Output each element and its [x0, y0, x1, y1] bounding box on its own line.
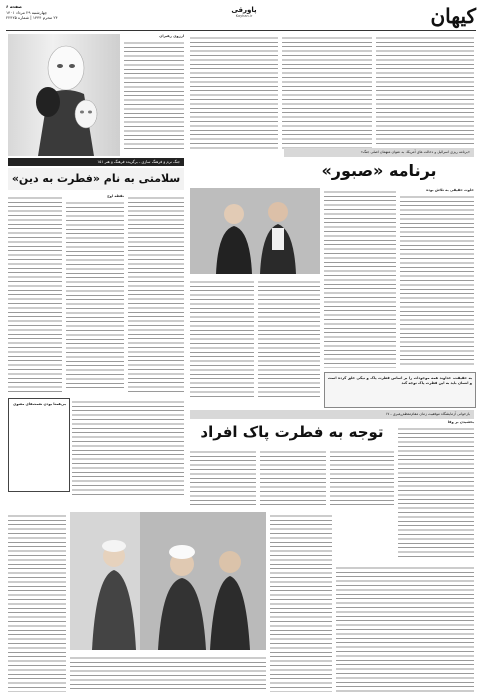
mid-kicker: جنگ نرم و فرهنگ سازی ـ برگزیده فرهنگ و هنر ۱۵۱ [97, 159, 180, 164]
site-url: Kayhan.ir [235, 14, 253, 18]
mid-kicker-band [8, 158, 184, 166]
mid-title-band [8, 168, 184, 190]
right-lower-column [398, 420, 474, 560]
masthead-logo [380, 4, 476, 30]
article-column-mask [124, 34, 184, 152]
right-top-column [376, 34, 474, 146]
main-kicker-band [284, 148, 474, 157]
date-block [6, 4, 86, 26]
column-subhead-3: خلوت حقیقی به تلاش بوده [426, 188, 474, 192]
column-subhead-2: نقطه اوج [107, 194, 124, 198]
lead-box [324, 372, 476, 408]
text-column-3 [128, 194, 184, 394]
date-line-1: چهارشنبه ۲۹ مرداد ۱۴۰۱ [6, 9, 48, 15]
center-column-b [400, 188, 474, 368]
center-top-text [190, 34, 278, 150]
date-line-2: ۲۴ محرم ۱۴۴۴ | شماره ۲۲۴۲۵ [6, 15, 58, 20]
bottom-column-c [330, 448, 394, 508]
center-top-text-2 [282, 34, 372, 150]
bottom-title-band [190, 420, 394, 444]
page-label: صفحه ۶ [6, 4, 22, 9]
quote-text: بی‌همتا بودن نعمت‌های معنوی [13, 402, 66, 406]
bottom-column-a [190, 448, 256, 508]
leaders-illustration [190, 188, 320, 274]
mid-title: سلامتی به نام «فطرت به دین» [11, 172, 181, 185]
text-column-1 [8, 194, 62, 394]
text-lines [66, 199, 124, 391]
bottom-kicker-band [190, 410, 474, 419]
text-lines [124, 39, 184, 151]
mask-illustration [8, 34, 120, 156]
column-subhead-4: بخشیدن بر وفا [447, 420, 474, 424]
section-header [214, 6, 274, 22]
center-column-a [324, 188, 396, 368]
mask-photo [8, 34, 120, 156]
main-title: برنامه «صبور» [321, 161, 437, 180]
bottom-column-e [336, 564, 474, 692]
text-lines [400, 193, 474, 365]
header-rule [6, 30, 476, 31]
photo-caption-text [70, 654, 266, 692]
clerics-photo [70, 512, 266, 650]
bottom-kicker: بازخوانی آزمایشگاه موفقیت زمان مقام‌معظم‌رهبری ـ ۱۷ [385, 412, 470, 416]
logo-text: کیهان [430, 4, 476, 28]
lead-text: به حقیقت، خداوند همه موجودات را بر اساس فطرت پاک و نیکی خلق کرده است و انسان باید به این فطرت پاک توجه کند [328, 376, 472, 385]
center-column-d [258, 278, 320, 398]
text-lines [398, 425, 474, 557]
two-leaders-photo [190, 188, 320, 274]
text-column-2 [66, 194, 124, 394]
column-subhead: آرزوی رهبران [159, 34, 184, 38]
center-column-c [190, 278, 254, 398]
left-bottom-column [8, 512, 66, 692]
bottom-column-b [260, 448, 326, 508]
clerics-illustration [70, 512, 266, 650]
quote-box [8, 398, 70, 492]
text-column-4 [72, 398, 184, 498]
main-title-band [284, 158, 474, 184]
section-name: پاورقی [231, 6, 257, 14]
main-kicker: «برنامه ریزی اسرائیل و دخالت های آمریکا، به عنوان متهمان اصلی جنگ» [360, 150, 470, 154]
bottom-column-d [270, 512, 332, 692]
bottom-title: توجه به فطرت پاک افراد [200, 423, 384, 441]
